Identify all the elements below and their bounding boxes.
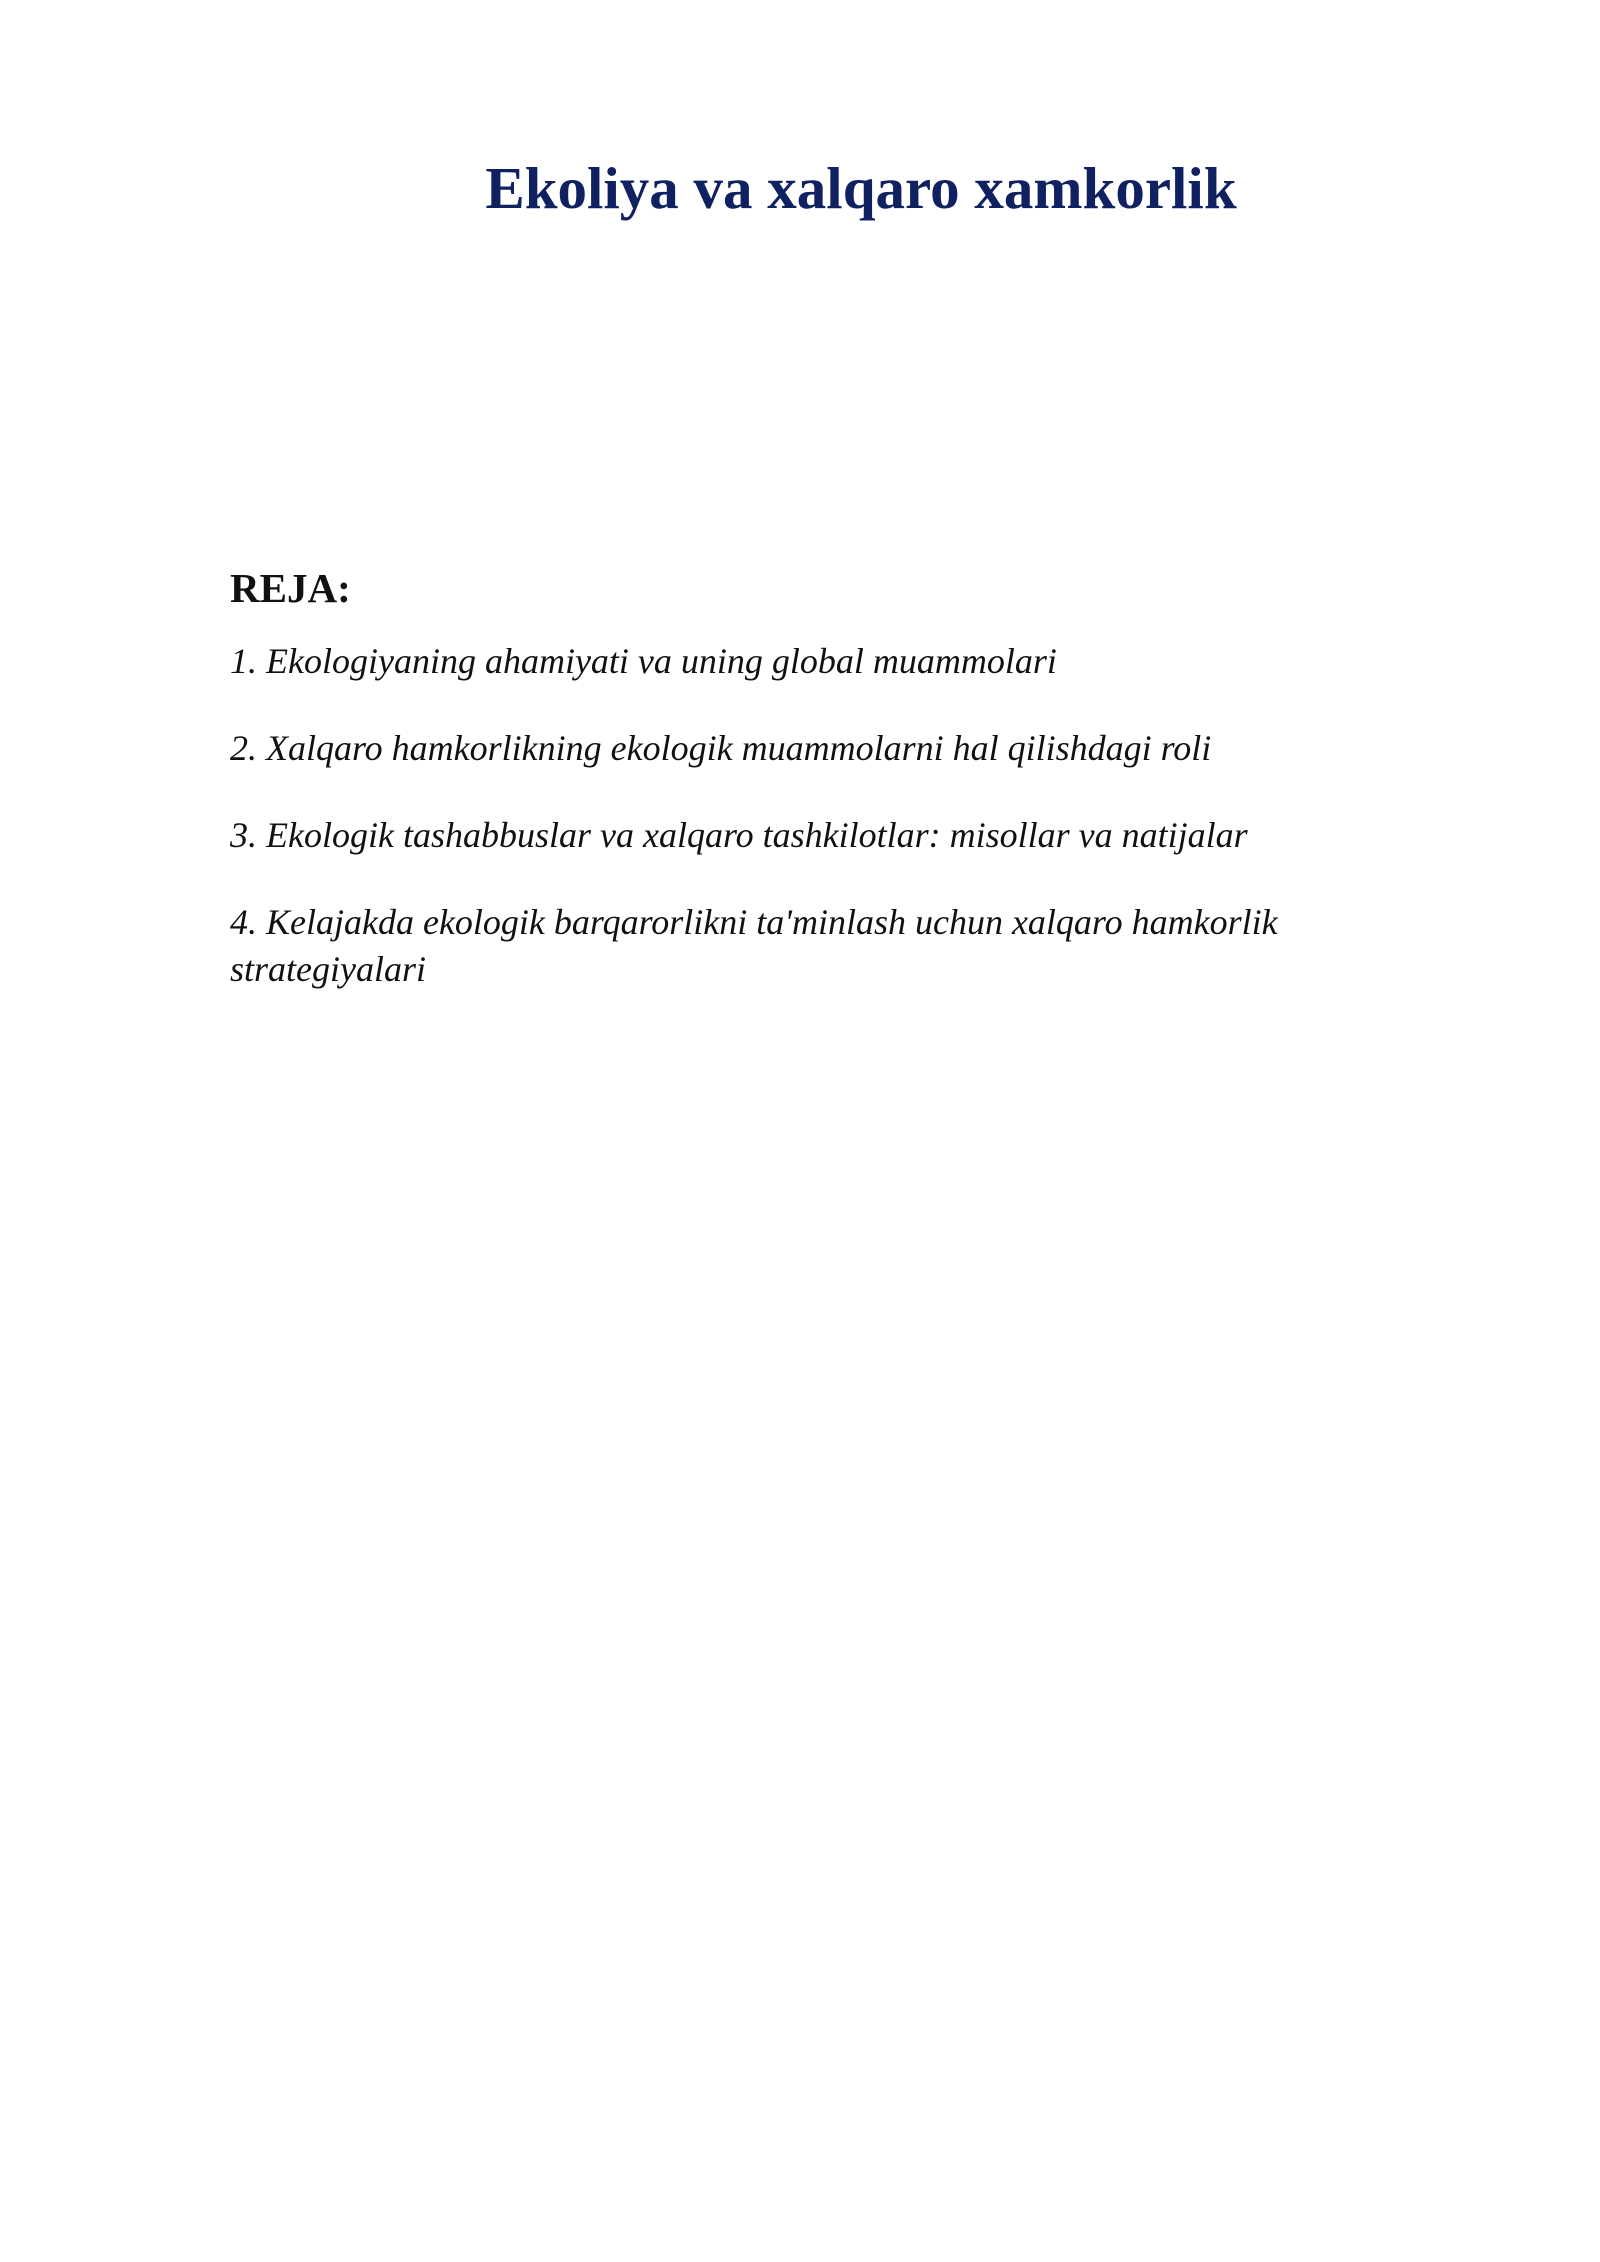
plan-section (230, 562, 1380, 1033)
plan-item-2: 2. Xalqaro hamkorlikning ekologik muammolarni hal qilishdagi roli (230, 728, 1212, 768)
plan-item-1: 1. Ekologiyaning ahamiyati va uning global muammolari (230, 641, 1057, 681)
plan-item-3: 3. Ekologik tashabbuslar va xalqaro tashkilotlar: misollar va natijalar (230, 815, 1248, 855)
plan-item-4: 4. Kelajakda ekologik barqarorlikni ta'minlash uchun xalqaro hamkorlik strategiyalari (230, 902, 1278, 989)
plan-heading: REJA: (230, 565, 351, 611)
plan-list (230, 638, 1380, 993)
document-title: Ekoliya va xalqaro xamkorlik (485, 155, 1237, 221)
